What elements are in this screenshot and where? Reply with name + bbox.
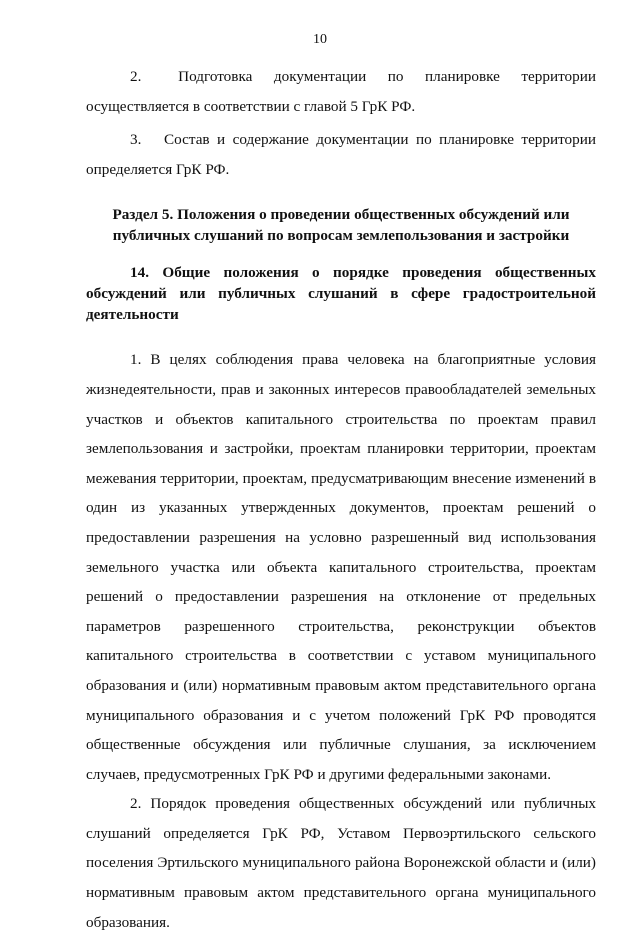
article-paragraph-1: 1. В целях соблюдения права человека на благоприятные условия жизнедеятельности, прав и законных интересов правообладателей земельных участков и объектов капитального строительства по проектам правил землепользования и застройки, проектам планировки территории, проектам межевания территории, проектам, предусматривающим внесение изменений в один из указанных утвержденных документов, проектам решений о предоставлении разрешения на условно разрешенный вид использования земельного участка или объекта капитального строительства, проектам решений о предоставлении разрешения на отклонение от предельных параметров разрешенного строительства, реконструкции объектов капитального строительства в соответствии с уставом муниципального образования и (или) нормативным правовым актом представительного органа муниципального образования и с учетом положений ГрК РФ проводятся общественные обсуждения или публичные слушания, за исключением случаев, предусмотренных ГрК РФ и другими федеральными законами.: [86, 351, 596, 783]
article-heading: 14. Общие положения о порядке проведения общественных обсуждений или публичных слушаний в сфере градостроительной деятельности: [86, 264, 596, 324]
paragraph-item-2: 2. Подготовка документации по планировке территории осуществляется в соответствии с главой 5 ГрК РФ.: [86, 68, 596, 115]
document-body: [86, 62, 596, 937]
page-number: 10: [313, 32, 327, 47]
section-heading: Раздел 5. Положения о проведении общественных обсуждений или публичных слушаний по вопросам землепользования и застройки: [112, 206, 570, 245]
article-paragraph-2: 2. Порядок проведения общественных обсуждений или публичных слушаний определяется ГрК РФ, Уставом Первоэртильского сельского поселения Эртильского муниципального района Воронежской области и (или) нормативным правовым актом представительного органа муниципального образования.: [86, 795, 596, 931]
paragraph-item-3: 3. Состав и содержание документации по планировке территории определяется ГрК РФ.: [86, 131, 596, 178]
